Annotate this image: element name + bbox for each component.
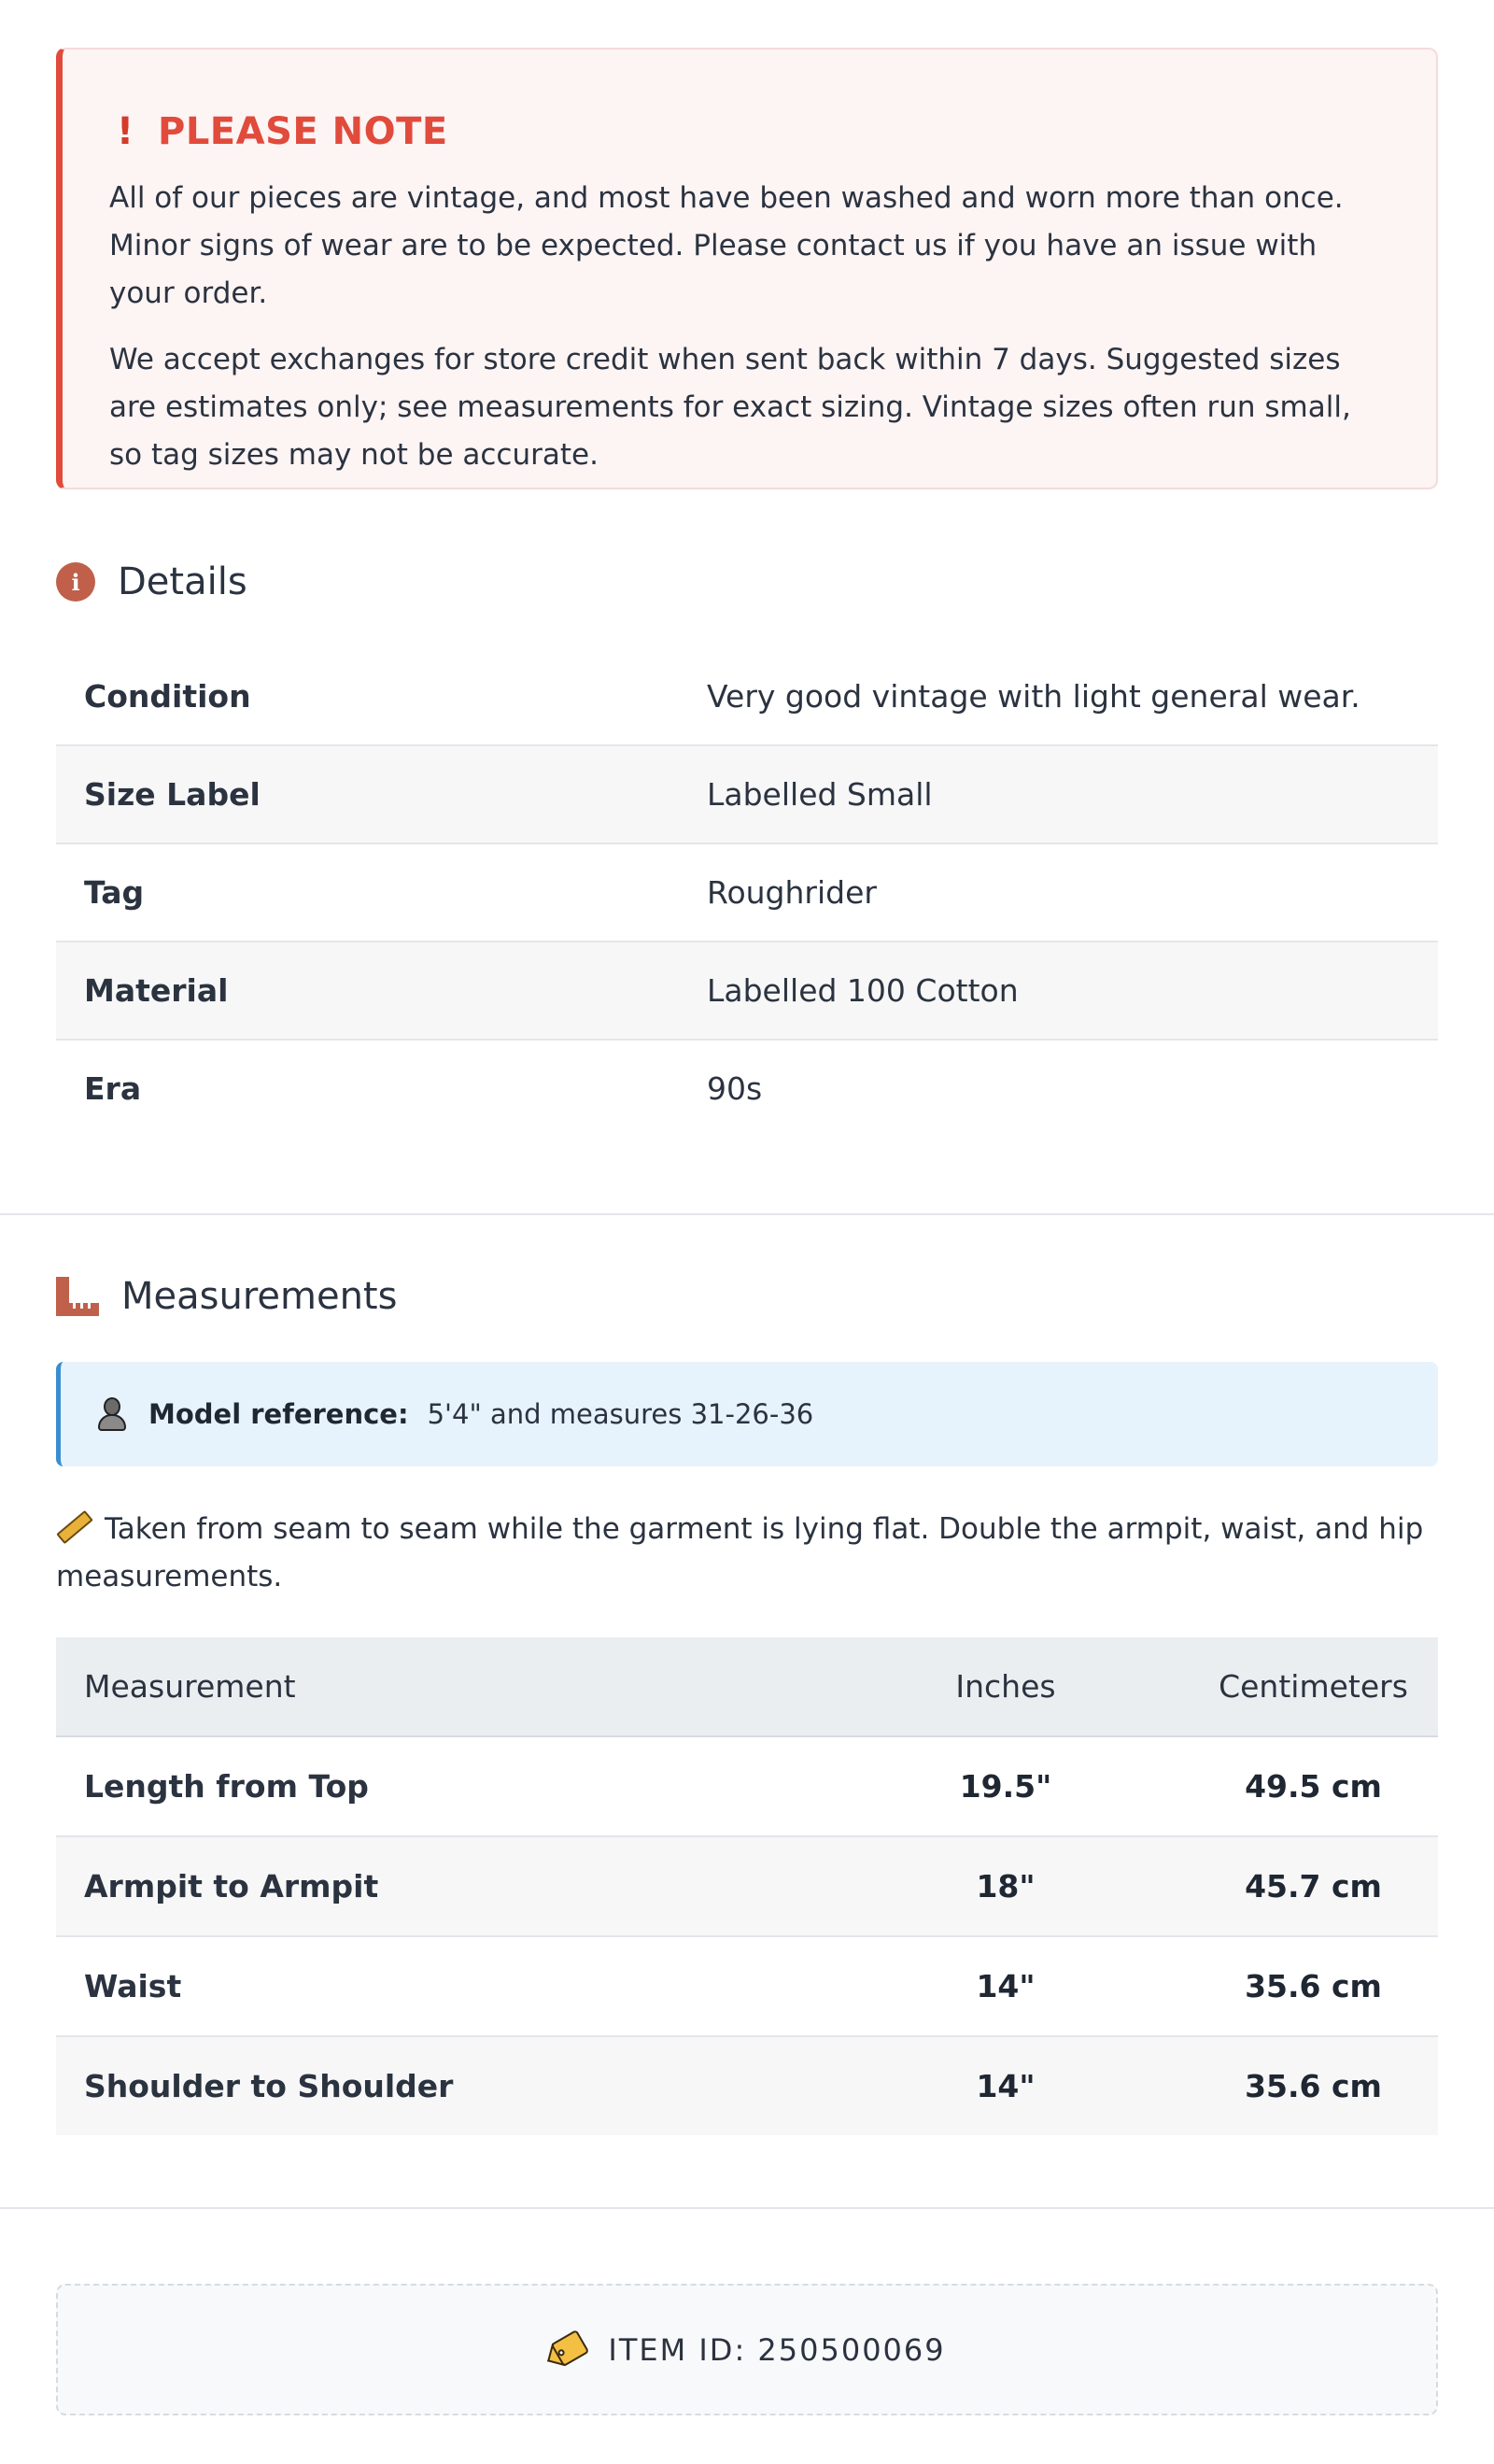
table-row xyxy=(56,843,1438,942)
column-header: Centimeters xyxy=(1189,1637,1438,1736)
table-row xyxy=(56,1936,1438,2036)
notice-paragraph: All of our pieces are vintage, and most have been washed and worn more than once. Minor signs of wear are to be expected. Please contact us if you have an issue with your order. xyxy=(109,181,1344,310)
details-title: Details xyxy=(118,560,247,603)
measurement-inches: 14" xyxy=(823,1936,1189,2036)
ruler-icon xyxy=(56,1277,99,1316)
section-divider xyxy=(0,2207,1494,2209)
measurement-name: Waist xyxy=(56,1936,823,2036)
measurements-title: Measurements xyxy=(121,1275,398,1318)
detail-value: Roughrider xyxy=(707,874,877,911)
measurement-name: Shoulder to Shoulder xyxy=(84,2068,454,2104)
table-row xyxy=(56,648,1438,745)
tag-icon xyxy=(544,2329,590,2370)
measurement-name: Length from Top xyxy=(56,1736,823,1836)
table-row xyxy=(56,1736,1438,1836)
table-row xyxy=(56,745,1438,843)
measurement-inches: 14" xyxy=(976,2068,1036,2104)
column-header: Measurement xyxy=(56,1637,823,1736)
info-icon: i xyxy=(56,562,95,602)
measurement-inches: 19.5" xyxy=(823,1736,1189,1836)
model-reference-box xyxy=(56,1362,1438,1466)
model-reference-label: Model reference: xyxy=(148,1398,409,1430)
item-id-box xyxy=(56,2284,1438,2415)
model-reference-value: 5'4" and measures 31-26-36 xyxy=(427,1398,814,1430)
detail-label: Condition xyxy=(84,678,251,715)
section-divider xyxy=(0,1213,1494,1215)
measurement-note-text: Taken from seam to seam while the garment is lying flat. Double the armpit, waist, and hip measurements. xyxy=(56,1512,1424,1593)
measurement-name: Armpit to Armpit xyxy=(56,1836,823,1936)
notice-header xyxy=(109,106,1389,158)
detail-value: 90s xyxy=(707,1070,763,1107)
measurements-heading xyxy=(56,1268,1438,1324)
measurements-table xyxy=(56,1637,1438,2135)
table-row xyxy=(56,1040,1438,1137)
detail-value: Very good vintage with light general wear. xyxy=(707,678,1360,715)
detail-value: Labelled 100 Cotton xyxy=(707,972,1019,1009)
measurement-cm: 49.5 cm xyxy=(1189,1736,1438,1836)
measurement-cm: 45.7 cm xyxy=(1189,1836,1438,1936)
measurements-table-container xyxy=(56,1637,1438,2135)
column-header: Inches xyxy=(823,1637,1189,1736)
measurement-cm: 35.6 cm xyxy=(1189,1936,1438,2036)
exclamation-icon: ! xyxy=(116,110,134,153)
details-heading xyxy=(56,554,1438,610)
table-row xyxy=(56,1836,1438,1936)
pencil-icon xyxy=(56,1509,93,1543)
detail-label: Material xyxy=(84,972,229,1009)
detail-value: Labelled Small xyxy=(707,776,933,813)
measurement-inches: 18" xyxy=(823,1836,1189,1936)
table-row xyxy=(56,2036,1438,2135)
table-header-row xyxy=(56,1637,1438,1736)
details-table-container xyxy=(56,648,1438,1137)
detail-label: Era xyxy=(84,1070,142,1107)
measurement-cm: 35.6 cm xyxy=(1245,2068,1382,2104)
notice-title: PLEASE NOTE xyxy=(158,110,448,153)
person-icon xyxy=(96,1397,128,1431)
table-row xyxy=(56,942,1438,1040)
notice-box xyxy=(56,48,1438,489)
detail-label: Tag xyxy=(84,874,145,911)
notice-paragraph: We accept exchanges for store credit when sent back within 7 days. Suggested sizes are estimates only; see measurements for exact sizing. Vintage sizes often run small, so tag sizes may not be accurate. xyxy=(109,343,1351,472)
measurement-note xyxy=(56,1506,1438,1601)
item-id-label: ITEM ID: 250500069 xyxy=(608,2331,946,2368)
details-table xyxy=(56,648,1438,1137)
detail-label: Size Label xyxy=(84,776,261,813)
